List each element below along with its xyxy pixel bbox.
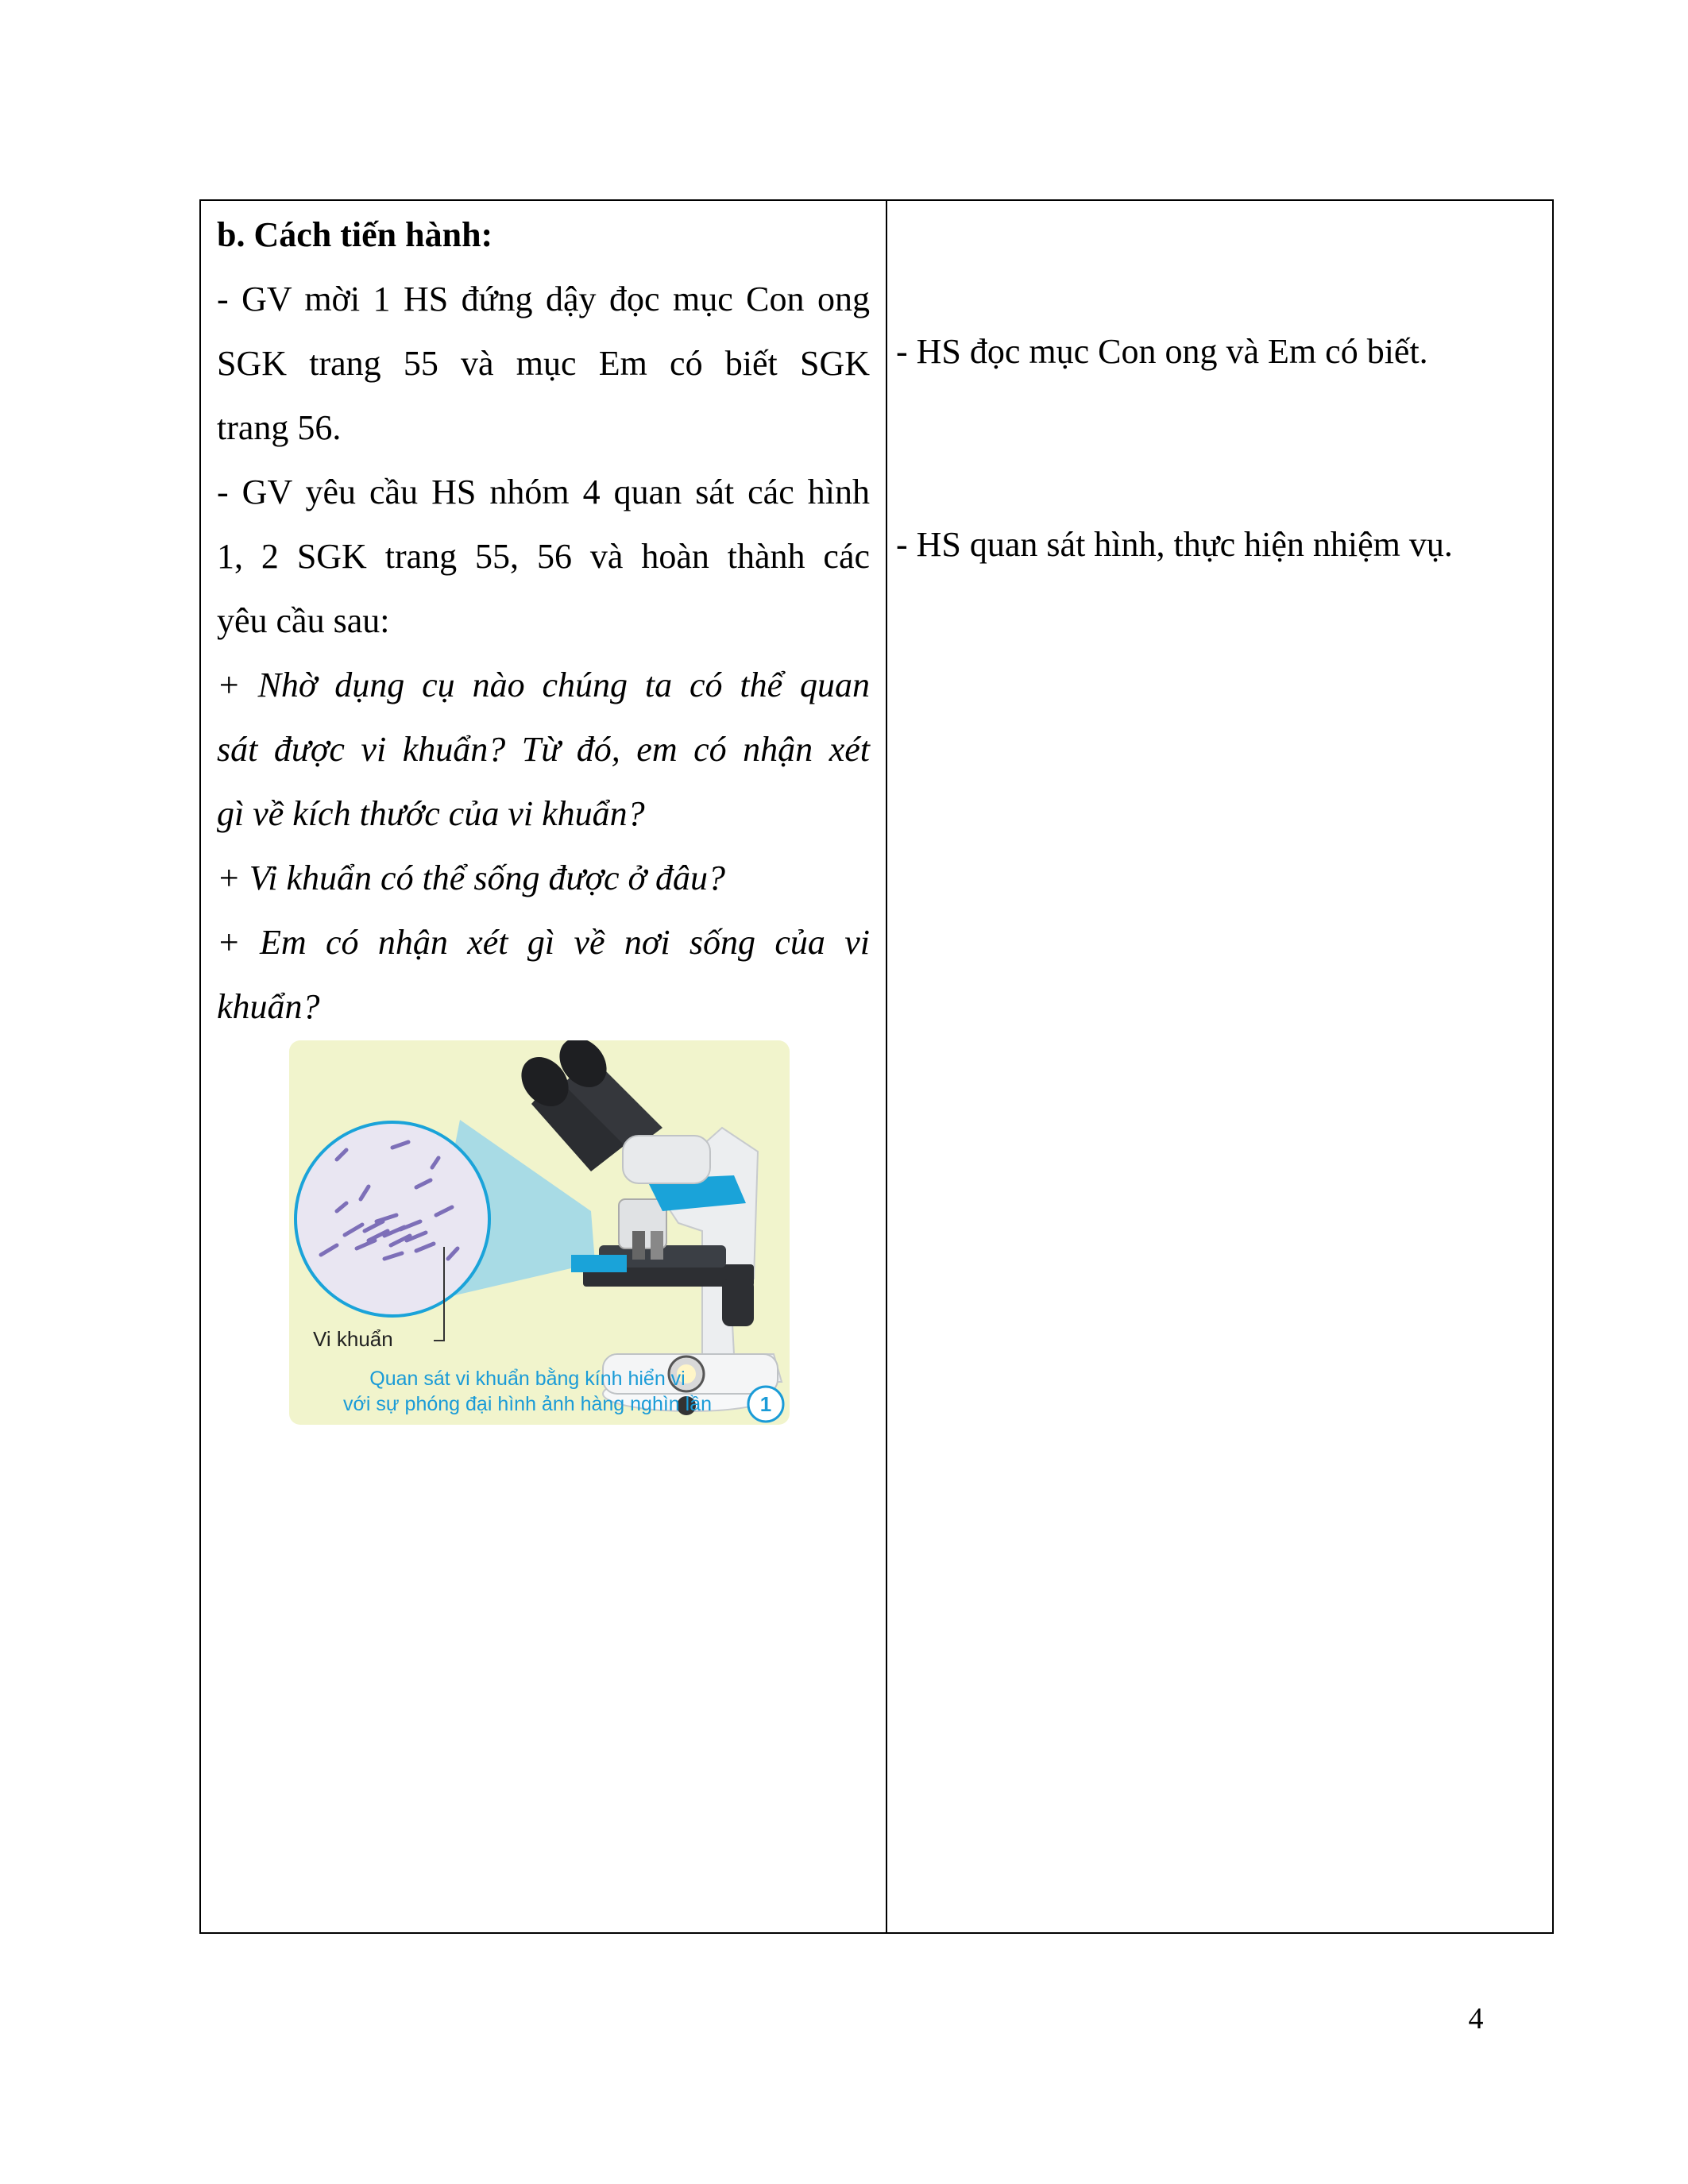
student-response-line: - HS đọc mục Con ong và Em có biết. — [896, 332, 1428, 371]
student-response-line: - HS quan sát hình, thực hiện nhiệm vụ. — [896, 525, 1453, 564]
figure-caption-line-1: Quan sát vi khuẩn bằng kính hiển vi — [369, 1368, 686, 1390]
question-line: + Vi khuẩn có thể sống được ở đâu? — [217, 859, 725, 897]
question-line: khuẩn? — [217, 987, 320, 1026]
bacteria-magnified-view — [295, 1122, 489, 1316]
instruction-line: trang 56. — [217, 408, 342, 447]
section-heading: b. Cách tiến hành: — [217, 215, 493, 254]
instruction-line: 1, 2 SGK trang 55, 56 và hoàn thành các — [217, 537, 870, 576]
student-activity-cell — [886, 200, 1553, 1933]
question-line: sát được vi khuẩn? Từ đó, em có nhận xét — [217, 730, 870, 769]
bacteria-label: Vi khuẩn — [313, 1327, 393, 1351]
question-line: gì về kích thước của vi khuẩn? — [217, 794, 645, 833]
question-line: + Nhờ dụng cụ nào chúng ta có thể quan — [217, 666, 870, 704]
question-line: + Em có nhận xét gì về nơi sống của vi — [217, 923, 870, 962]
instruction-line: - GV mời 1 HS đứng dậy đọc mục Con ong — [217, 280, 870, 318]
instruction-line: - GV yêu cầu HS nhóm 4 quan sát các hình — [217, 473, 870, 511]
page-number: 4 — [1468, 2002, 1484, 2035]
microscope-figure — [289, 1040, 790, 1425]
instruction-line: SGK trang 55 và mục Em có biết SGK — [217, 344, 870, 383]
instruction-line: yêu cầu sau: — [217, 601, 390, 640]
figure-number: 1 — [759, 1392, 772, 1416]
figure-caption-line-2: với sự phóng đại hình ảnh hàng nghìn lần — [342, 1393, 713, 1415]
